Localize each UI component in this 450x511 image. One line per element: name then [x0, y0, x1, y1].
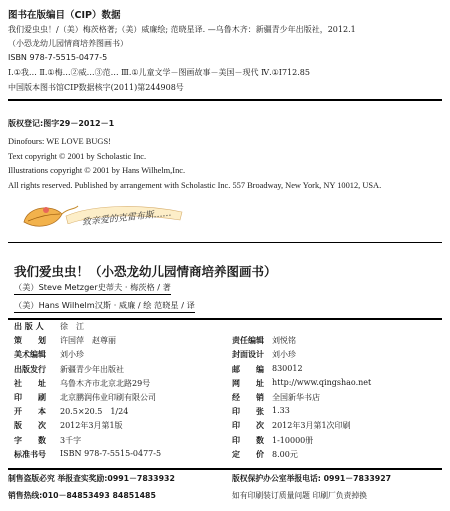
- detail-value: 1-10000册: [272, 435, 314, 445]
- detail-value: 刘小珍: [272, 350, 296, 360]
- detail-value: 全国新华书店: [272, 393, 320, 402]
- detail-label: 印 数: [232, 435, 264, 445]
- detail-label: 美术编辑: [14, 350, 46, 360]
- copyright-report-phone: 版权保护办公室举报电话: 0991－7833927: [232, 474, 392, 483]
- detail-value: 乌鲁木齐市北京北路29号: [60, 378, 151, 388]
- cip-isbn: ISBN 978-7-5515-0477-5: [8, 53, 108, 62]
- cip-line: 中国版本图书馆CIP数据核字(2011)第244908号: [8, 83, 184, 92]
- divider: [8, 318, 442, 320]
- author-line: （美）Steve Metzger史蒂夫 · 梅茨格 / 著: [14, 282, 171, 295]
- detail-value: 2012年3月第1版: [60, 421, 123, 431]
- antipiracy-notice: 制售盗版必究 举报查实奖励:0991－7833932: [8, 474, 175, 483]
- detail-label: 社 址: [14, 378, 46, 388]
- detail-label: 经 销: [232, 393, 264, 402]
- cip-heading: 图书在版编目（CIP）数据: [8, 10, 121, 21]
- cip-line: 我们爱虫虫！/（美）梅茨格著;（美）威廉绘; 范晓星译. —乌鲁木齐：新疆青少年出版社，2012.1: [8, 25, 356, 34]
- divider: [8, 468, 442, 470]
- dedication-text: 致亲爱的克雷布斯……: [81, 208, 173, 228]
- divider: [8, 99, 442, 101]
- detail-value: 许国萍 赵尊丽: [60, 336, 116, 346]
- sales-hotline: 销售热线:010－84853493 84851485: [8, 491, 156, 500]
- detail-value: 8.00元: [272, 449, 298, 459]
- detail-value: 3千字: [60, 435, 82, 445]
- detail-value: 刘悦铭: [272, 336, 296, 346]
- copyright-registration: 版权登记:图字29－2012－1: [8, 119, 115, 128]
- detail-label: 版 次: [14, 421, 46, 431]
- detail-value: 刘小珍: [60, 350, 84, 360]
- illustrator-credit: [14, 300, 195, 313]
- divider: [8, 242, 442, 243]
- detail-label: 出 版 人: [14, 322, 44, 331]
- cip-line: （小恐龙幼儿园情商培养图画书）: [8, 39, 128, 48]
- copyright-line: Dinofours: WE LOVE BUGS!: [8, 137, 111, 146]
- detail-value: 20.5×20.5 1/24: [60, 407, 129, 417]
- detail-value: 830012: [272, 363, 303, 373]
- quality-notice: 如有印刷装订质量问题 印刷厂负责掉换: [232, 491, 368, 500]
- detail-value: 新疆青少年出版社: [60, 364, 124, 374]
- detail-label: 网 址: [232, 378, 264, 388]
- detail-label: 出版发行: [14, 364, 46, 374]
- detail-label: 印 刷: [14, 393, 46, 402]
- detail-value: 徐 江: [60, 322, 84, 331]
- book-title: 我们爱虫虫！（小恐龙幼儿园情商培养图画书）: [14, 264, 277, 279]
- detail-label: 印 次: [232, 421, 264, 431]
- detail-value: 2012年3月第1次印刷: [272, 421, 351, 431]
- detail-label: 标准书号: [14, 449, 46, 459]
- copyright-line: Text copyright © 2001 by Scholastic Inc.: [8, 152, 147, 161]
- author-credit: [14, 282, 171, 295]
- detail-label: 字 数: [14, 435, 46, 445]
- detail-label: 开 本: [14, 407, 46, 417]
- detail-label: 定 价: [232, 449, 264, 459]
- detail-value: 1.33: [272, 406, 290, 416]
- detail-value: 北京鹏润伟业印刷有限公司: [60, 393, 156, 402]
- detail-label: 邮 编: [232, 364, 264, 374]
- copyright-line: Illustrations copyright © 2001 by Hans Wilhelm,Inc.: [8, 166, 186, 175]
- cip-line: Ⅰ.①我… Ⅱ.①梅…②威…③范… Ⅲ.①儿童文学－图画故事－美国－现代 Ⅳ.①I712.85: [8, 68, 310, 77]
- detail-value: ISBN 978-7-5515-0477-5: [60, 448, 162, 458]
- detail-label: 印 张: [232, 407, 264, 417]
- detail-value: http://www.qingshao.net: [272, 377, 372, 387]
- detail-label: 封面设计: [232, 350, 264, 360]
- detail-label: 策 划: [14, 336, 46, 346]
- copyright-line: All rights reserved. Published by arrangement with Scholastic Inc. 557 Broadway, New York, NY 10012, USA.: [8, 181, 382, 190]
- illustrator-line: （美）Hans Wilhelm汉斯 · 威廉 / 绘 范晓星 / 译: [14, 300, 195, 313]
- detail-label: 责任编辑: [232, 336, 264, 346]
